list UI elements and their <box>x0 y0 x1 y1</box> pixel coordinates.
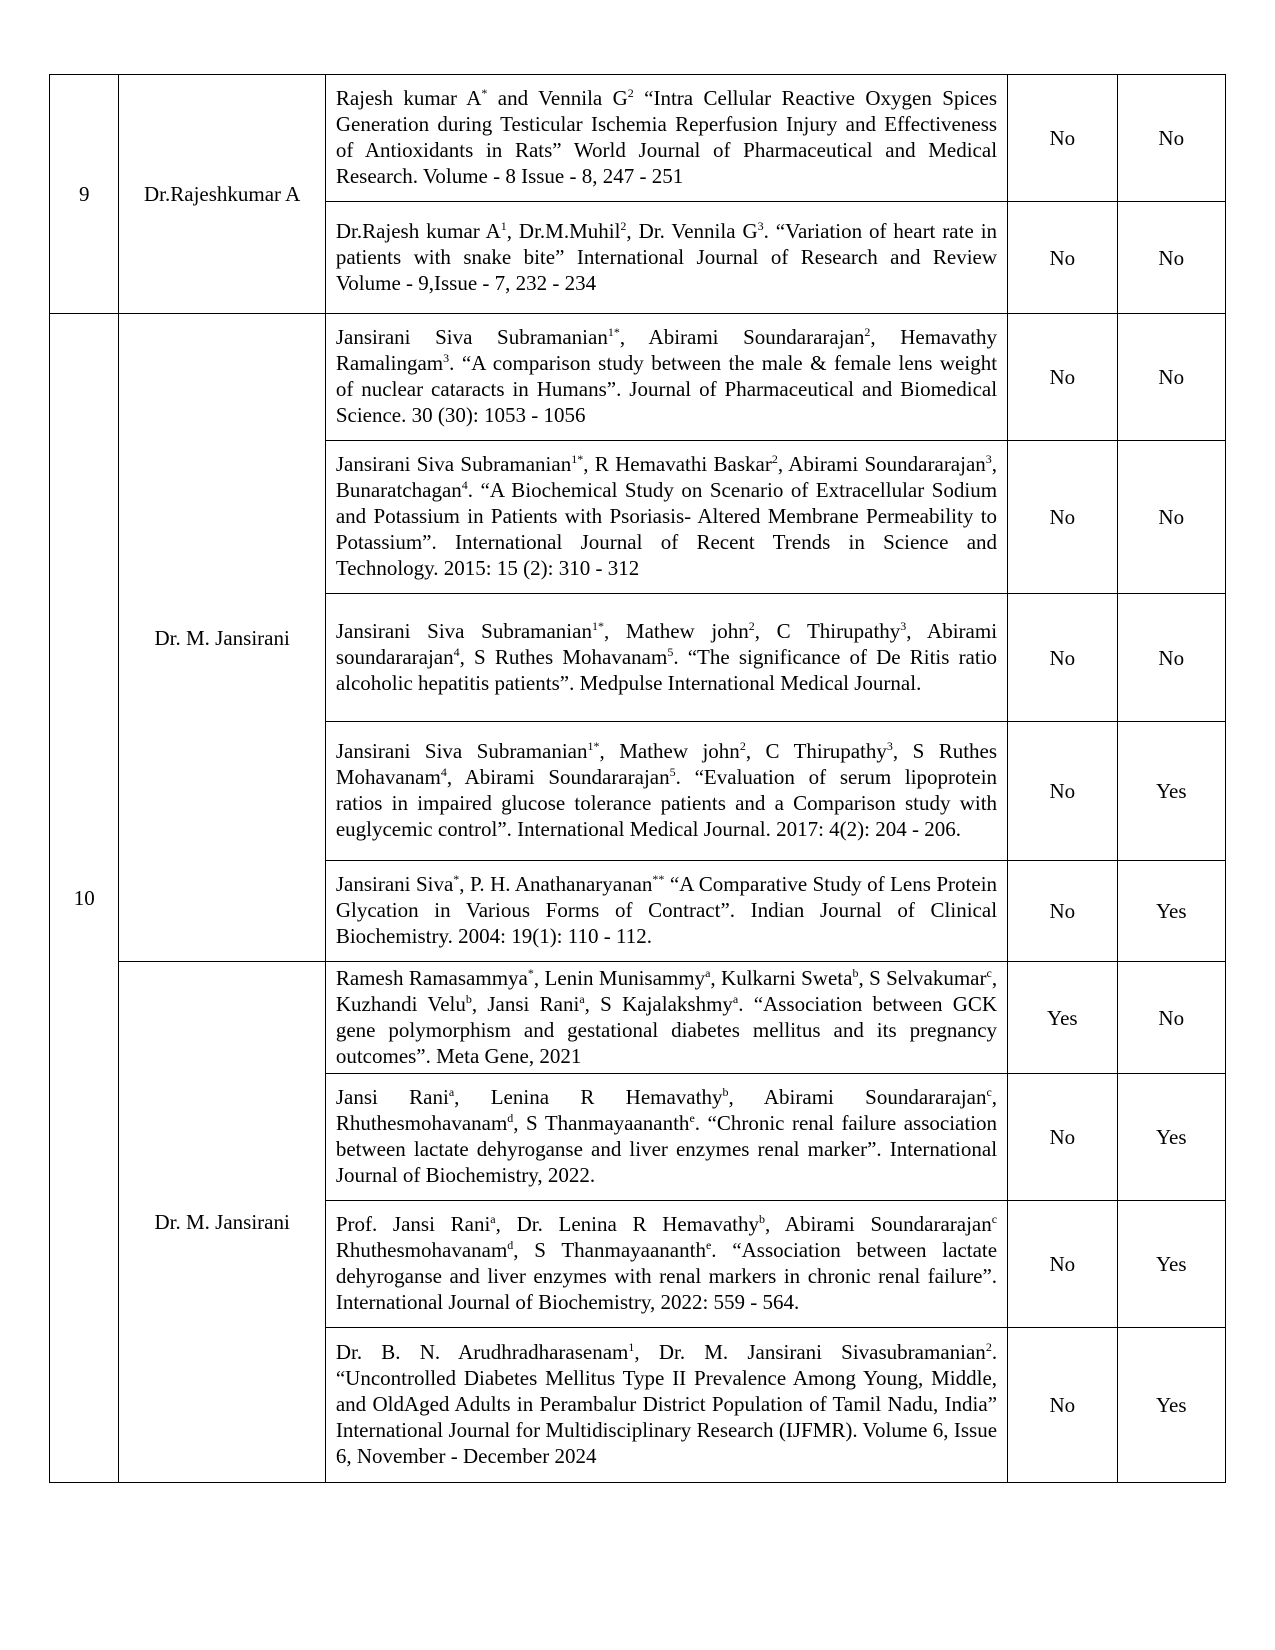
indexed-flag-2: No <box>1117 962 1225 1074</box>
publications-table <box>49 74 1226 1483</box>
indexed-flag-2: No <box>1117 441 1225 594</box>
indexed-flag-2: No <box>1117 594 1225 722</box>
indexed-flag-2: No <box>1117 75 1225 202</box>
citation: Dr. B. N. Arudhradharasenam$^1$, Dr. M. Jansirani Sivasubramanian$^2$. “Uncontrolled Diabetes Mellitus Type II Prevalence Among Young, Middle, and OldAged Adults in Perambalur District Population of Tamil Nadu, India” International Journal for Multidisciplinary Research (IJFMR). Volume 6, Issue 6, November - December 2024 <box>325 1328 1007 1483</box>
indexed-flag-2: Yes <box>1117 1201 1225 1328</box>
indexed-flag-2: No <box>1117 202 1225 314</box>
citation: Jansi Rani$^a$, Lenina R Hemavathy$^b$, Abirami Soundararajan$^c$, Rhuthesmohavanam$^d$, S Thanmayaananth$^e$. “Chronic renal failure association between lactate dehyroganse and liver enzymes renal marker”. International Journal of Biochemistry, 2022. <box>325 1074 1007 1201</box>
indexed-flag-1: No <box>1008 75 1117 202</box>
indexed-flag-2: Yes <box>1117 861 1225 962</box>
indexed-flag-2: No <box>1117 314 1225 441</box>
table-row <box>50 75 1226 202</box>
indexed-flag-1: No <box>1008 202 1117 314</box>
serial-number: 10 <box>50 314 119 1483</box>
indexed-flag-1: No <box>1008 314 1117 441</box>
citation: Rajesh kumar A* and Vennila $G^2$ “Intra Cellular Reactive Oxygen Spices Generation during Testicular Ischemia Reperfusion Injury and Effectiveness of Antioxidants in Rats” World Journal of Pharmaceutical and Medical Research. Volume - 8 Issue - 8, 247 - 251 <box>325 75 1007 202</box>
indexed-flag-2: Yes <box>1117 1328 1225 1483</box>
citation: Jansirani Siva Subramanian$^{1*}$, R Hemavathi Baskar$^2$, Abirami Soundararajan$^3$, Bunaratchagan$^4$. “A Biochemical Study on Scenario of Extracellular Sodium and Potassium in Patients with Psoriasis- Altered Membrane Permeability to Potassium”. International Journal of Recent Trends in Science and Technology. 2015: 15 (2): 310 - 312 <box>325 441 1007 594</box>
indexed-flag-1: No <box>1008 722 1117 861</box>
indexed-flag-1: Yes <box>1008 962 1117 1074</box>
faculty-name: Dr. M. Jansirani <box>119 314 325 962</box>
indexed-flag-1: No <box>1008 1201 1117 1328</box>
citation: Jansirani Siva Subramanian$^{1*}$, Abirami Soundararajan$^2$, Hemavathy Ramalingam$^3$. “A comparison study between the male & female lens weight of nuclear cataracts in Humans”. Journal of Pharmaceutical and Biomedical Science. 30 (30): 1053 - 1056 <box>325 314 1007 441</box>
table-row <box>50 314 1226 441</box>
citation: Dr.Rajesh kumar $A^1$, Dr.M.Muhil$^2$, Dr. Vennila $G^3$. “Variation of heart rate in patients with snake bite” International Journal of Research and Review Volume - 9,Issue - 7, 232 - 234 <box>325 202 1007 314</box>
indexed-flag-1: No <box>1008 594 1117 722</box>
indexed-flag-1: No <box>1008 861 1117 962</box>
table-row <box>50 962 1226 1074</box>
serial-number: 9 <box>50 75 119 314</box>
citation: Ramesh Ramasammya*, Lenin Munisammy$^a$, Kulkarni Sweta$^b$, S Selvakumar$^c$, Kuzhandi Velu$^b$, Jansi Rani$^a$, S Kajalakshmy$^a$. “Association between GCK gene polymorphism and gestational diabetes mellitus and its pregnancy outcomes”. Meta Gene, 2021 <box>325 962 1007 1074</box>
indexed-flag-1: No <box>1008 441 1117 594</box>
citation: Prof. Jansi Rani$^a$, Dr. Lenina R Hemavathy$^b$, Abirami Soundararajan$^c$ Rhuthesmohavanam$^d$, S Thanmayaananth$^e$. “Association between lactate dehyroganse and liver enzymes with renal markers in chronic renal failure”. International Journal of Biochemistry, 2022: 559 - 564. <box>325 1201 1007 1328</box>
citation: Jansirani Siva Subramanian$^{1*}$, Mathew john$^2$, C Thirupathy$^3$, Abirami soundararajan$^4$, S Ruthes Mohavanam$^5$. “The significance of De Ritis ratio alcoholic hepatitis patients”. Medpulse International Medical Journal. <box>325 594 1007 722</box>
indexed-flag-1: No <box>1008 1328 1117 1483</box>
citation: Jansirani Siva Subramanian$^{1*}$, Mathew john$^2$, C Thirupathy$^3$, S Ruthes Mohavanam$^4$, Abirami Soundararajan$^5$. “Evaluation of serum lipoprotein ratios in impaired glucose tolerance patients and a Comparison study with euglycemic control”. International Medical Journal. 2017: 4(2): 204 - 206. <box>325 722 1007 861</box>
indexed-flag-2: Yes <box>1117 722 1225 861</box>
citation: Jansirani Siva*, P. H. Anathanaryanan** “A Comparative Study of Lens Protein Glycation in Various Forms of Contract”. Indian Journal of Clinical Biochemistry. 2004: 19(1): 110 - 112. <box>325 861 1007 962</box>
indexed-flag-2: Yes <box>1117 1074 1225 1201</box>
faculty-name: Dr. M. Jansirani <box>119 962 325 1483</box>
faculty-name: Dr.Rajeshkumar A <box>119 75 325 314</box>
indexed-flag-1: No <box>1008 1074 1117 1201</box>
